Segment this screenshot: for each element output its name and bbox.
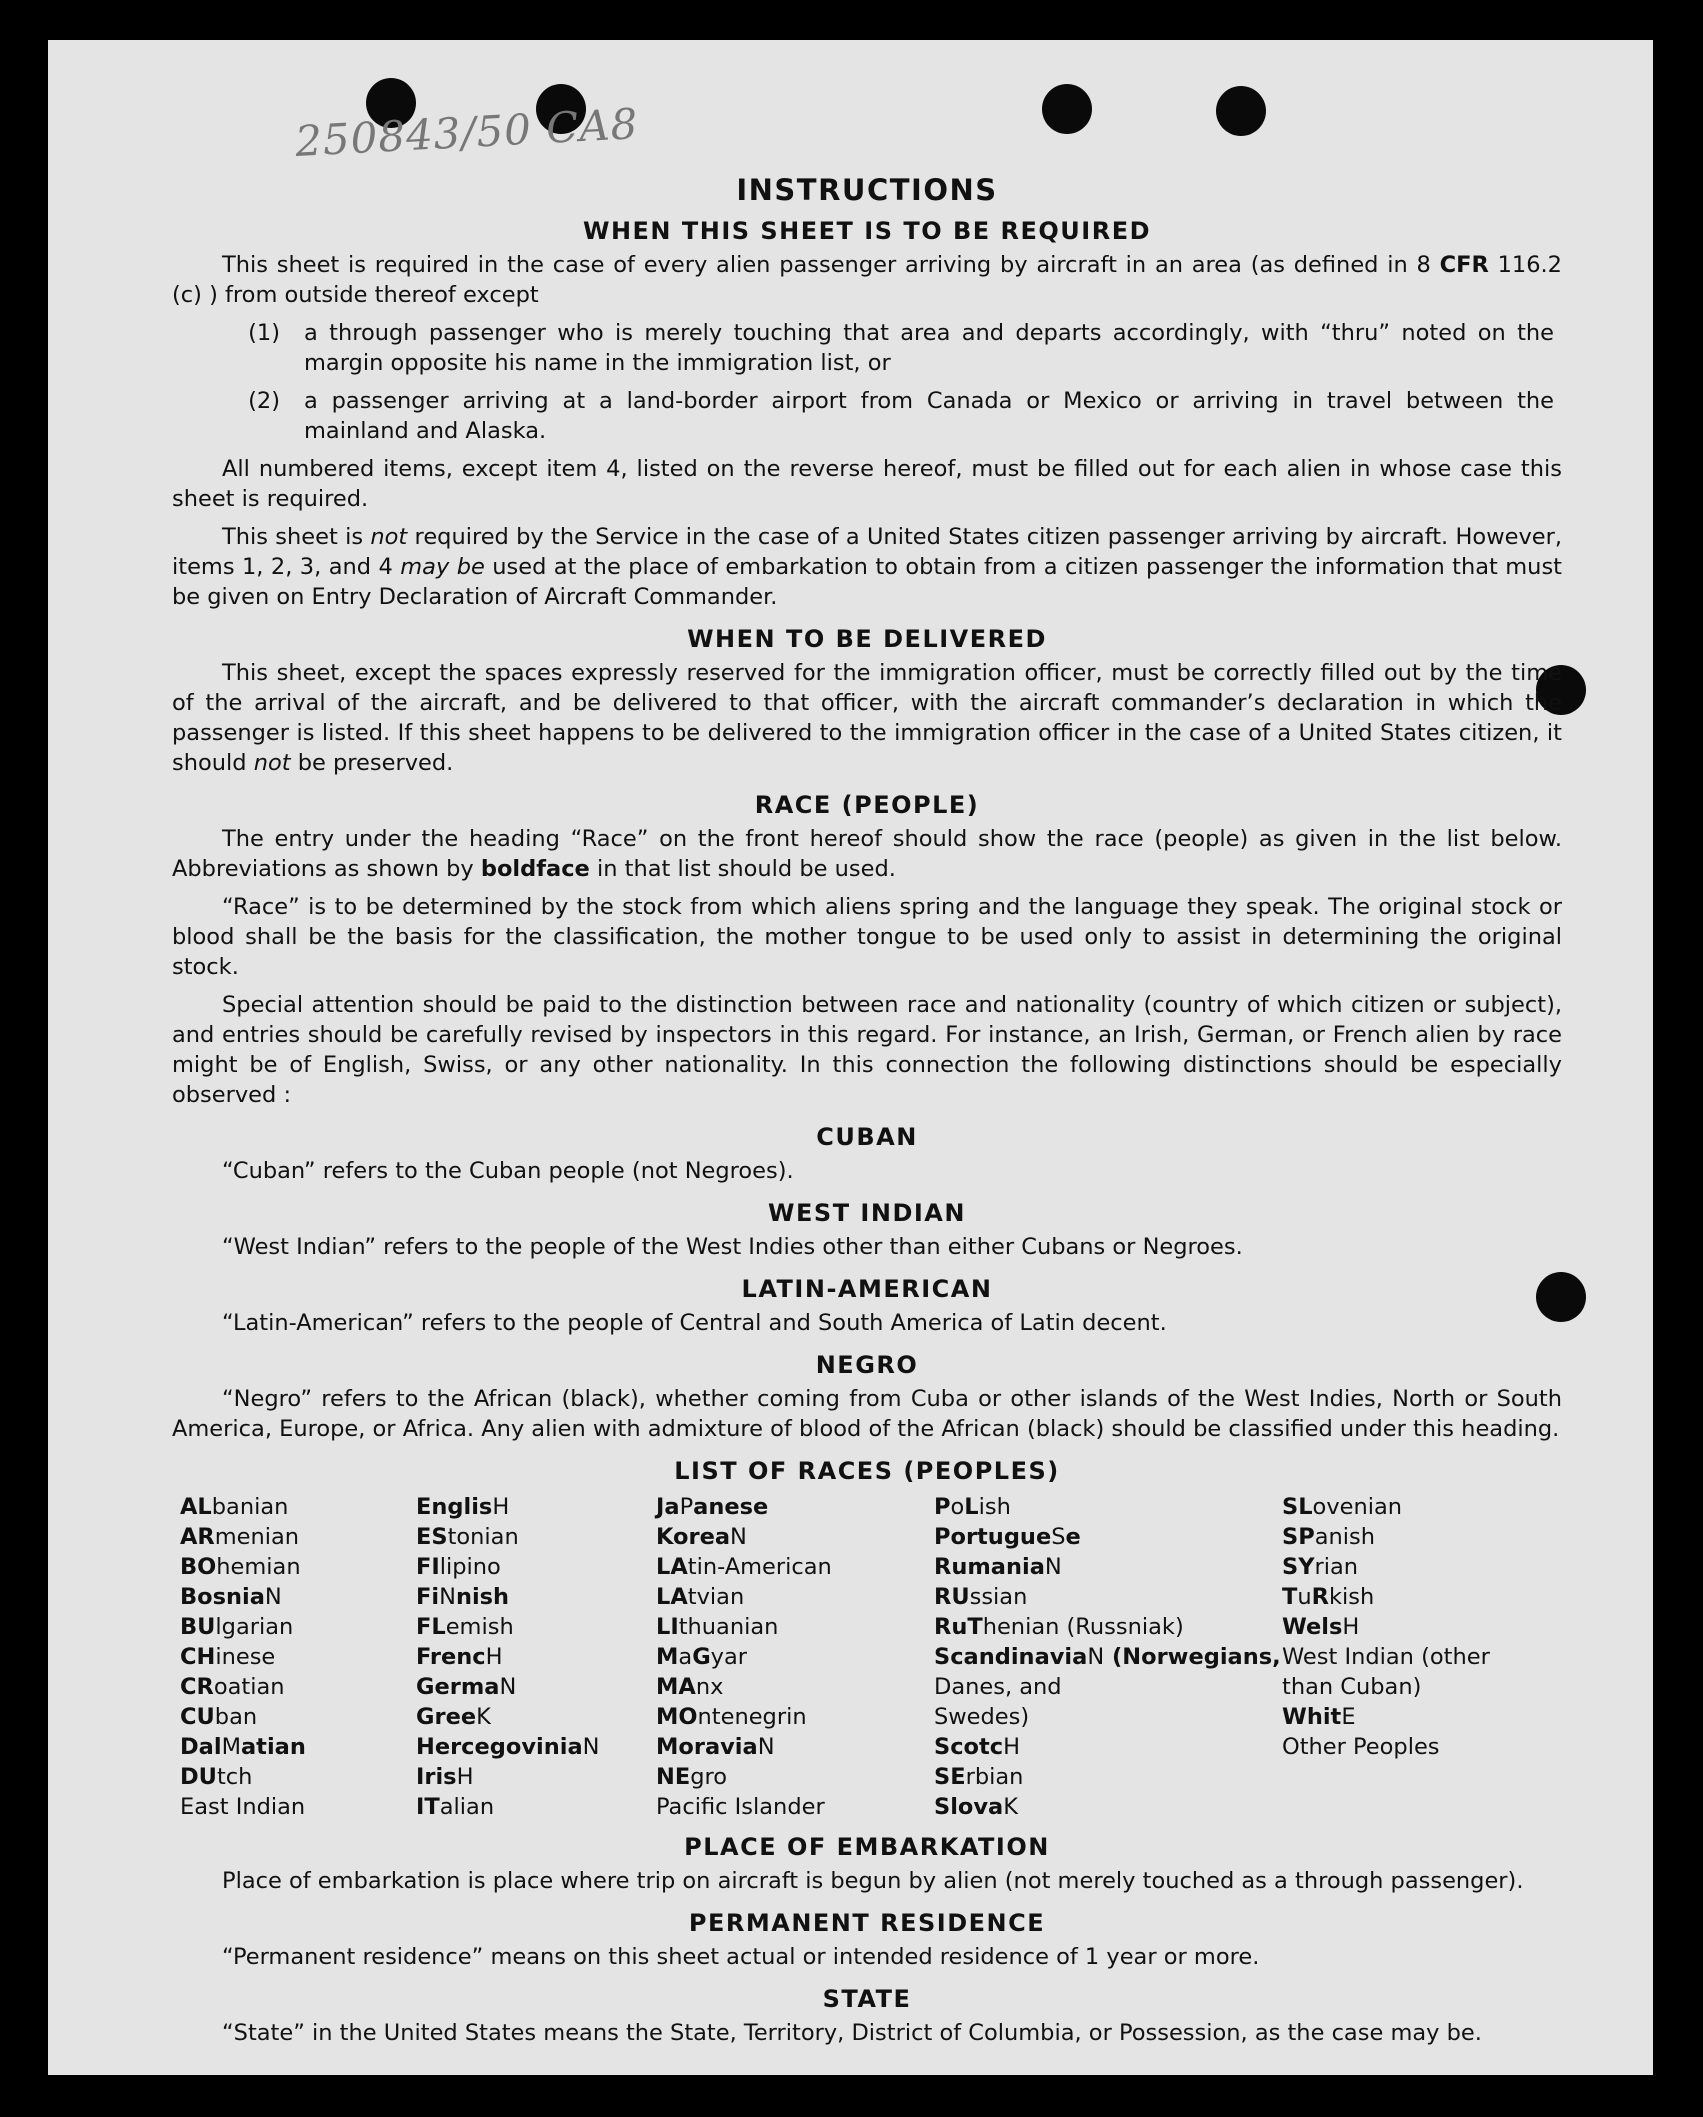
race-entry: TuRkish [1282,1584,1375,1610]
heading-latin-american: LATIN-AMERICAN [741,1275,993,1303]
exception-item: (1) a through passenger who is merely touching that area and departs accordingly, with “thru” noted on the margin opposite his name in the immigration list, or [248,320,1554,376]
race-entry: GreeK [416,1704,491,1730]
race-entry: SYrian [1282,1554,1359,1580]
heading-west-indian: WEST INDIAN [768,1199,966,1227]
heading-state: STATE [822,1985,912,2013]
race-entry: MOntenegrin [656,1704,807,1730]
race-list [180,1492,1562,1822]
page-title: INSTRUCTIONS [736,173,998,207]
race-column [180,1492,416,1822]
race-entry: KoreaN [656,1524,747,1550]
race-entry: SLovenian [1282,1494,1403,1520]
race-entry: SPanish [1282,1524,1375,1550]
instructions-content [172,168,1562,2056]
negro-text: “Negro” refers to the African (black), whether coming from Cuba or other islands of the West Indies, North or South America, Europe, or Africa. Any alien with admixture of blood of the African (black) should be classified under this heading. [172,1386,1562,1442]
race-entry: CUban [180,1704,258,1730]
race-entry: MAnx [656,1674,724,1700]
handwritten-file-number: 250843/50 CA8 [293,99,640,166]
race-entry: IrisH [416,1764,474,1790]
embarkation-text: Place of embarkation is place where trip on aircraft is begun by alien (not merely touched as a through passenger). [222,1868,1524,1894]
race-entry: West Indian (other [1282,1644,1490,1670]
race-entry: WelsH [1282,1614,1360,1640]
state-text: “State” in the United States means the State, Territory, District of Columbia, or Possession, as the case may be. [222,2020,1482,2046]
heading-when-delivered: WHEN TO BE DELIVERED [687,625,1047,653]
race-entry: DalMatian [180,1734,306,1760]
race-entry: ScandinaviaN (Norwegians, [934,1644,1281,1670]
race-entry: Danes, and [934,1674,1062,1700]
race-entry: MaGyar [656,1644,748,1670]
race-entry: FrencH [416,1644,503,1670]
race-paragraph-3: Special attention should be paid to the distinction between race and nationality (country of which citizen or subject), and entries should be carefully revised by inspectors in this regard. For instance, an Irish, German, or French alien by race might be of English, Swiss, or any other nationality. In this connection the following distinctions should be especially observed : [172,992,1562,1108]
race-entry: MoraviaN [656,1734,775,1760]
race-entry: LAtvian [656,1584,745,1610]
race-entry: ARmenian [180,1524,300,1550]
residence-text: “Permanent residence” means on this sheet actual or intended residence of 1 year or more. [222,1944,1260,1970]
race-entry: East Indian [180,1794,306,1820]
race-entry: LIthuanian [656,1614,779,1640]
race-entry: BOhemian [180,1554,301,1580]
race-paragraph-1: The entry under the heading “Race” on the front hereof should show the race (people) as given in the list below. Abbreviations as shown by boldface in that list should be used. [172,826,1562,882]
cuban-text: “Cuban” refers to the Cuban people (not Negroes). [222,1158,794,1184]
race-entry: CRoatian [180,1674,285,1700]
heading-negro: NEGRO [815,1351,919,1379]
race-entry: ALbanian [180,1494,289,1520]
race-entry: PoLish [934,1494,1011,1520]
heading-race: RACE (PEOPLE) [754,791,980,819]
race-entry: CHinese [180,1644,276,1670]
exception-item: (2) a passenger arriving at a land-border airport from Canada or Mexico or arriving in travel between the mainland and Alaska. [248,388,1554,444]
race-entry: LAtin-American [656,1554,832,1580]
race-entry: GermaN [416,1674,517,1700]
heading-residence: PERMANENT RESIDENCE [688,1909,1046,1937]
race-entry: NEgro [656,1764,728,1790]
race-entry: RumaniaN [934,1554,1062,1580]
race-column [416,1492,656,1822]
race-entry: BUlgarian [180,1614,294,1640]
race-entry: Pacific Islander [656,1794,825,1820]
race-column [1282,1492,1552,1822]
west-indian-text: “West Indian” refers to the people of the West Indies other than either Cubans or Negroes. [222,1234,1243,1260]
race-entry: Other Peoples [1282,1734,1440,1760]
race-entry: BosniaN [180,1584,282,1610]
race-entry: HercegoviniaN [416,1734,600,1760]
race-entry: Swedes) [934,1704,1030,1730]
numbered-items-note: All numbered items, except item 4, listed on the reverse hereof, must be filled out for each alien in whose case this sheet is required. [172,456,1562,512]
race-entry: EnglisH [416,1494,510,1520]
race-entry: SErbian [934,1764,1024,1790]
heading-when-required: WHEN THIS SHEET IS TO BE REQUIRED [582,217,1152,245]
heading-list-of-races: LIST OF RACES (PEOPLES) [674,1457,1060,1485]
race-entry: FiNnish [416,1584,510,1610]
race-entry: JaPanese [656,1494,769,1520]
race-entry: DUtch [180,1764,253,1790]
race-entry: than Cuban) [1282,1674,1422,1700]
race-entry: ITalian [416,1794,495,1820]
race-column [656,1492,934,1822]
race-column [934,1492,1282,1822]
heading-cuban: CUBAN [816,1123,918,1151]
race-entry: EStonian [416,1524,519,1550]
citizen-note: This sheet is not required by the Service in the case of a United States citizen passenger arriving by aircraft. However, items 1, 2, 3, and 4 may be used at the place of embarkation to obtain from a citizen passenger the information that must be given on Entry Declaration of Aircraft Commander. [172,524,1562,610]
race-entry: PortugueSe [934,1524,1081,1550]
race-entry: FIlipino [416,1554,501,1580]
race-entry: ScotcH [934,1734,1021,1760]
race-entry: SlovaK [934,1794,1018,1820]
race-entry: RUssian [934,1584,1028,1610]
race-entry: RuThenian (Russniak) [934,1614,1184,1640]
race-paragraph-2: “Race” is to be determined by the stock from which aliens spring and the language they speak. The original stock or blood shall be the basis for the classification, the mother tongue to be used only to assist in determining the original stock. [172,894,1562,980]
required-intro: This sheet is required in the case of every alien passenger arriving by aircraft in an area (as defined in 8 CFR 116.2 (c) ) from outside thereof except [172,252,1562,308]
latin-american-text: “Latin-American” refers to the people of Central and South America of Latin decent. [222,1310,1167,1336]
race-entry: WhitE [1282,1704,1356,1730]
heading-embarkation: PLACE OF EMBARKATION [684,1833,1050,1861]
punch-hole [1216,86,1266,136]
punch-hole [1042,84,1092,134]
race-entry: FLemish [416,1614,514,1640]
delivered-text: This sheet, except the spaces expressly reserved for the immigration officer, must be correctly filled out by the time of the arrival of the aircraft, and be delivered to that officer, with the aircraft commander’s declaration in which the passenger is listed. If this sheet happens to be delivered to the immigration officer in the case of a United States citizen, it should not be preserved. [172,660,1562,776]
